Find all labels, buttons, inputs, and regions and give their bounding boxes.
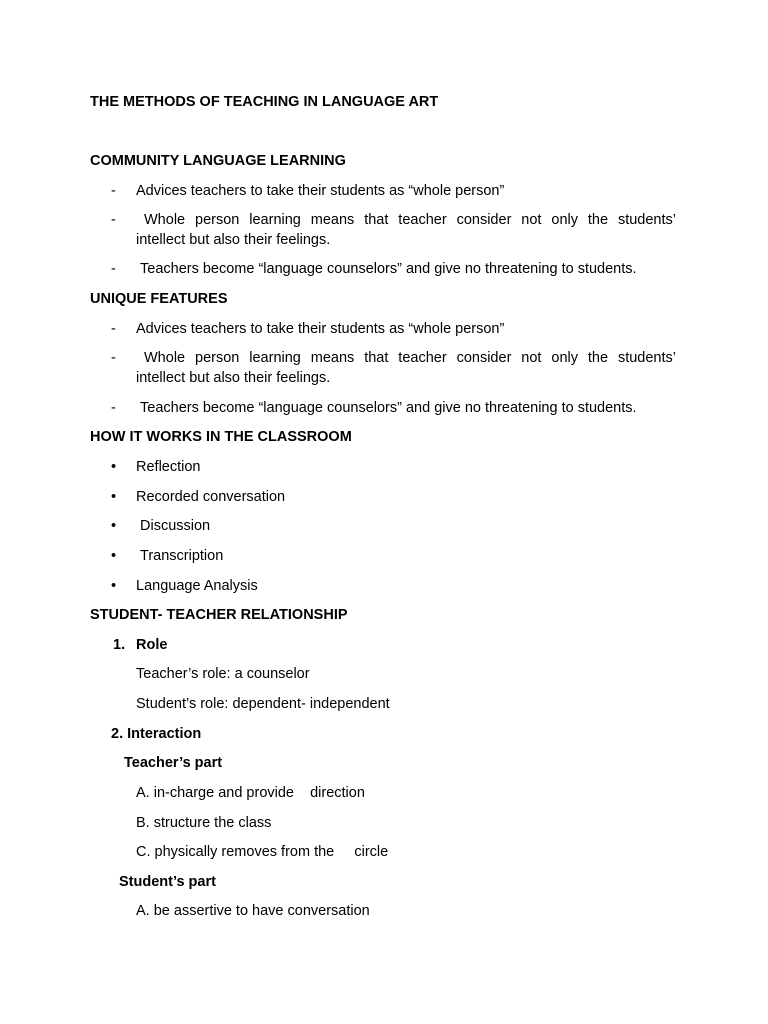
student-part-label: Student’s part	[119, 874, 216, 890]
bullet-marker: •	[111, 548, 117, 564]
bullet-marker: •	[111, 489, 117, 505]
section-heading-relationship: STUDENT- TEACHER RELATIONSHIP	[90, 607, 348, 623]
list-item-line: Whole person learning means that teacher consider not only the students’	[144, 212, 676, 228]
dash-marker: -	[111, 261, 116, 277]
list-item: Transcription	[140, 548, 224, 564]
dash-marker: -	[111, 212, 116, 228]
section-heading-unique: UNIQUE FEATURES	[90, 291, 228, 307]
teacher-part-label: Teacher’s part	[124, 755, 223, 771]
document-title: THE METHODS OF TEACHING IN LANGUAGE ART	[90, 94, 439, 110]
teacher-role-text: Teacher’s role: a counselor	[136, 666, 310, 682]
list-item: Advices teachers to take their students as “whole person”	[136, 321, 505, 337]
numbered-marker: 1.	[113, 637, 126, 653]
list-item	[136, 210, 676, 250]
list-item: Teachers become “language counselors” and give no threatening to students.	[140, 261, 637, 277]
section-heading-cll: COMMUNITY LANGUAGE LEARNING	[90, 153, 346, 169]
dash-marker: -	[111, 321, 116, 337]
list-item	[136, 348, 676, 388]
list-item: Discussion	[140, 518, 211, 534]
teacher-part-item: B. structure the class	[136, 815, 272, 831]
list-item: Language Analysis	[136, 578, 258, 594]
section-heading-classroom: HOW IT WORKS IN THE CLASSROOM	[90, 429, 352, 445]
list-item-line: intellect but also their feelings.	[136, 370, 331, 386]
teacher-part-item: C. physically removes from the circle	[136, 844, 389, 860]
dash-marker: -	[111, 183, 116, 199]
bullet-marker: •	[111, 578, 117, 594]
list-item: Teachers become “language counselors” and give no threatening to students.	[140, 400, 637, 416]
list-item: Advices teachers to take their students as “whole person”	[136, 183, 505, 199]
list-item: Recorded conversation	[136, 489, 286, 505]
dash-marker: -	[111, 400, 116, 416]
role-label: Role	[136, 637, 168, 653]
interaction-label: 2. Interaction	[111, 726, 202, 742]
bullet-marker: •	[111, 459, 117, 475]
list-item-line: intellect but also their feelings.	[136, 232, 331, 248]
student-role-text: Student’s role: dependent- independent	[136, 696, 390, 712]
list-item-line: Whole person learning means that teacher consider not only the students’	[144, 350, 676, 366]
teacher-part-item: A. in-charge and provide direction	[136, 785, 365, 801]
list-item: Reflection	[136, 459, 201, 475]
student-part-item: A. be assertive to have conversation	[136, 903, 370, 919]
dash-marker: -	[111, 350, 116, 366]
bullet-marker: •	[111, 518, 117, 534]
